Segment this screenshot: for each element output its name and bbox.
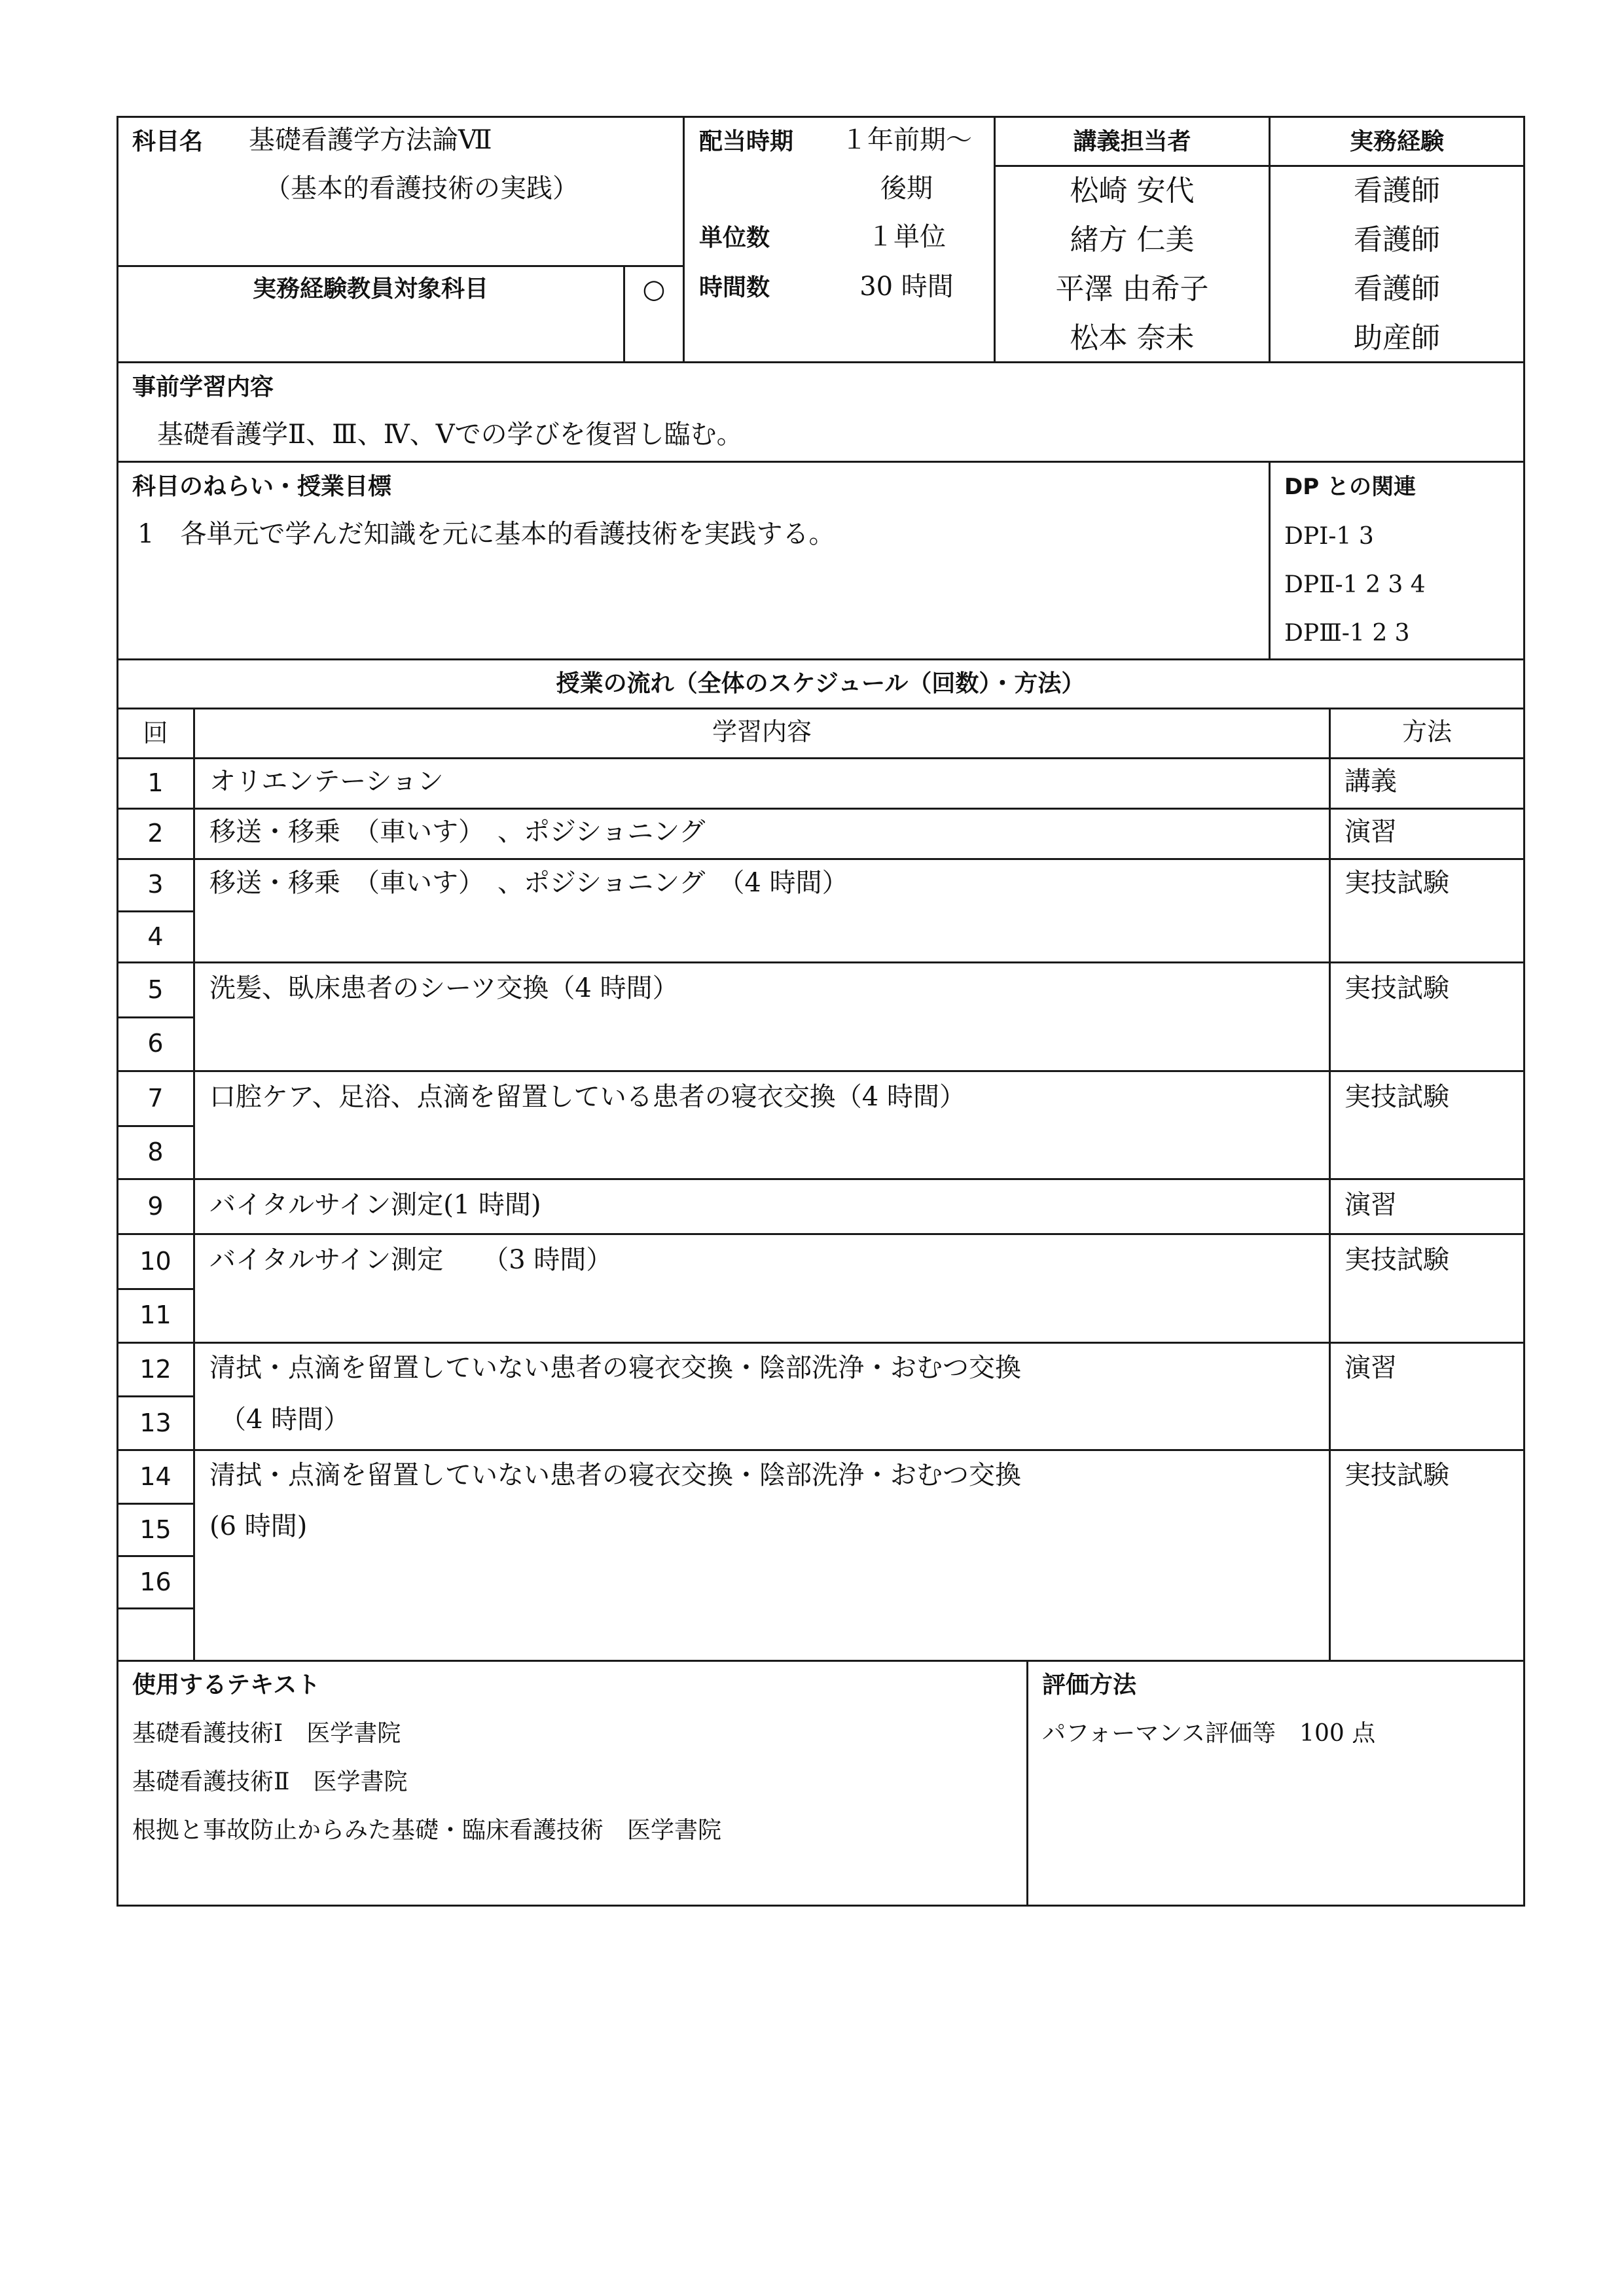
session-number: 2 [147,819,164,848]
evaluation-label: 評価方法 [1042,1672,1137,1698]
session-number: 1 [147,768,164,797]
instructor-name: 松崎 安代 [1070,174,1195,207]
session-content: バイタルサイン測定(1 時間) [209,1190,541,1220]
instructor-name: 平澤 由希子 [1055,272,1209,306]
session-number: 14 [139,1462,171,1491]
rule [1026,1660,1028,1907]
rule [117,708,1525,709]
session-method: 実技試験 [1344,973,1449,1003]
session-number: 11 [139,1300,171,1329]
credits-label: 単位数 [699,224,770,251]
col-session-header: 回 [143,719,168,747]
session-method: 演習 [1344,1190,1397,1220]
rule [117,1503,195,1505]
session-content: 移送・移乗 （車いす） 、ポジショニング [209,817,706,847]
rule [117,1905,1525,1907]
instructor-experience: 看護師 [1354,272,1440,306]
session-content: 清拭・点滴を留置していない患者の寝衣交換・陰部洗浄・おむつ交換 [209,1460,1021,1490]
rule [117,116,118,1907]
rule [117,1342,1525,1344]
subject-label: 科目名 [132,128,204,155]
credits-value: １単位 [867,222,946,252]
rule [117,1125,195,1127]
prior-learning-label: 事前学習内容 [132,374,274,401]
instructor-experience: 看護師 [1354,174,1440,207]
schedule-title: 授業の流れ（全体のスケジュール（回数）・方法） [556,670,1085,697]
rule [117,1607,195,1609]
rule [117,265,685,267]
session-number: 6 [147,1029,164,1058]
col-content-header: 学習内容 [712,717,812,746]
term-value-cont: 後期 [880,173,933,204]
rule [117,961,1525,963]
session-number: 4 [147,922,164,951]
practical-target-mark: ○ [642,274,666,304]
aims-text: 1 各単元で学んだ知識を元に基本的看護技術を実践する。 [137,519,835,549]
rule [683,116,685,363]
session-number: 16 [139,1568,171,1596]
rule [1329,708,1331,1660]
rule [117,1395,195,1397]
hours-value: 30 時間 [859,272,954,302]
text-item: 基礎看護技術Ⅰ 医学書院 [132,1720,401,1747]
session-content-cont: (6 時間) [209,1511,308,1541]
text-item: 基礎看護技術Ⅱ 医学書院 [132,1768,408,1795]
session-content: バイタルサイン測定 （3 時間） [209,1245,613,1275]
rule [117,1070,1525,1072]
rule [117,461,1525,463]
session-content: 口腔ケア、足浴、点滴を留置している患者の寝衣交換（4 時間） [209,1082,965,1112]
rule [117,757,1525,759]
rule [1523,116,1525,1907]
rule [1269,461,1271,658]
session-number: 10 [139,1247,171,1276]
rule [117,1178,1525,1180]
rule [117,858,1525,860]
rule [117,1016,195,1018]
session-method: 実技試験 [1344,1245,1449,1275]
instructor-name: 緒方 仁美 [1070,223,1195,257]
rule [117,910,195,912]
rule [117,1449,1525,1451]
rule [117,658,1525,660]
instructor-label: 講義担当者 [1073,128,1191,155]
session-content: 清拭・点滴を留置していない患者の寝衣交換・陰部洗浄・おむつ交換 [209,1353,1021,1383]
session-number: 12 [139,1355,171,1384]
session-method: 実技試験 [1344,868,1449,898]
instructor-experience: 看護師 [1354,223,1440,257]
rule [193,708,195,1660]
aims-label: 科目のねらい・授業目標 [132,473,392,500]
instructor-experience: 助産師 [1354,321,1440,355]
rule [117,1555,195,1557]
rule [117,361,1525,363]
instructor-name: 松本 奈未 [1070,321,1195,355]
rule [117,1660,1525,1662]
session-number: 7 [147,1084,164,1113]
session-content: 洗髪、臥床患者のシーツ交換（4 時間） [209,973,679,1003]
rule [994,165,1525,167]
hours-label: 時間数 [699,274,770,301]
texts-label: 使用するテキスト [132,1672,321,1698]
session-content: 移送・移乗 （車いす） 、ポジショニング （4 時間） [209,868,848,898]
session-method: 講義 [1344,766,1397,797]
text-item: 根拠と事故防止からみた基礎・臨床看護技術 医学書院 [132,1817,722,1844]
rule [117,808,1525,810]
session-number: 15 [139,1515,171,1544]
col-method-header: 方法 [1401,717,1452,746]
term-label: 配当時期 [699,128,794,155]
subject-name-subtitle: （基本的看護技術の実践） [264,173,579,204]
session-method: 演習 [1344,1353,1397,1383]
rule [117,116,1525,118]
dp-item: DPⅠ-1 3 [1284,523,1374,550]
session-number: 8 [147,1138,164,1166]
session-method: 演習 [1344,817,1397,847]
rule [117,1288,195,1290]
term-value: １年前期～ [841,125,972,155]
dp-item: DPⅢ-1 2 3 [1284,620,1410,647]
practical-target-label: 実務経験教員対象科目 [252,276,488,302]
session-content-cont: （4 時間） [220,1405,350,1435]
session-number: 9 [147,1192,164,1221]
subject-name: 基礎看護学方法論Ⅶ [249,125,492,155]
session-number: 3 [147,870,164,899]
session-number: 5 [147,975,164,1004]
prior-learning-text: 基礎看護学Ⅱ、Ⅲ、Ⅳ、Ⅴでの学びを復習し臨む。 [157,420,743,450]
rule [117,1233,1525,1235]
dp-label: DP との関連 [1284,474,1416,500]
dp-item: DPⅡ-1 2 3 4 [1284,571,1426,598]
session-method: 実技試験 [1344,1082,1449,1112]
session-number: 13 [139,1408,171,1437]
session-content: オリエンテーション [209,766,444,797]
evaluation-text: パフォーマンス評価等 100 点 [1042,1720,1376,1747]
session-method: 実技試験 [1344,1460,1449,1490]
experience-label: 実務経験 [1349,128,1444,155]
